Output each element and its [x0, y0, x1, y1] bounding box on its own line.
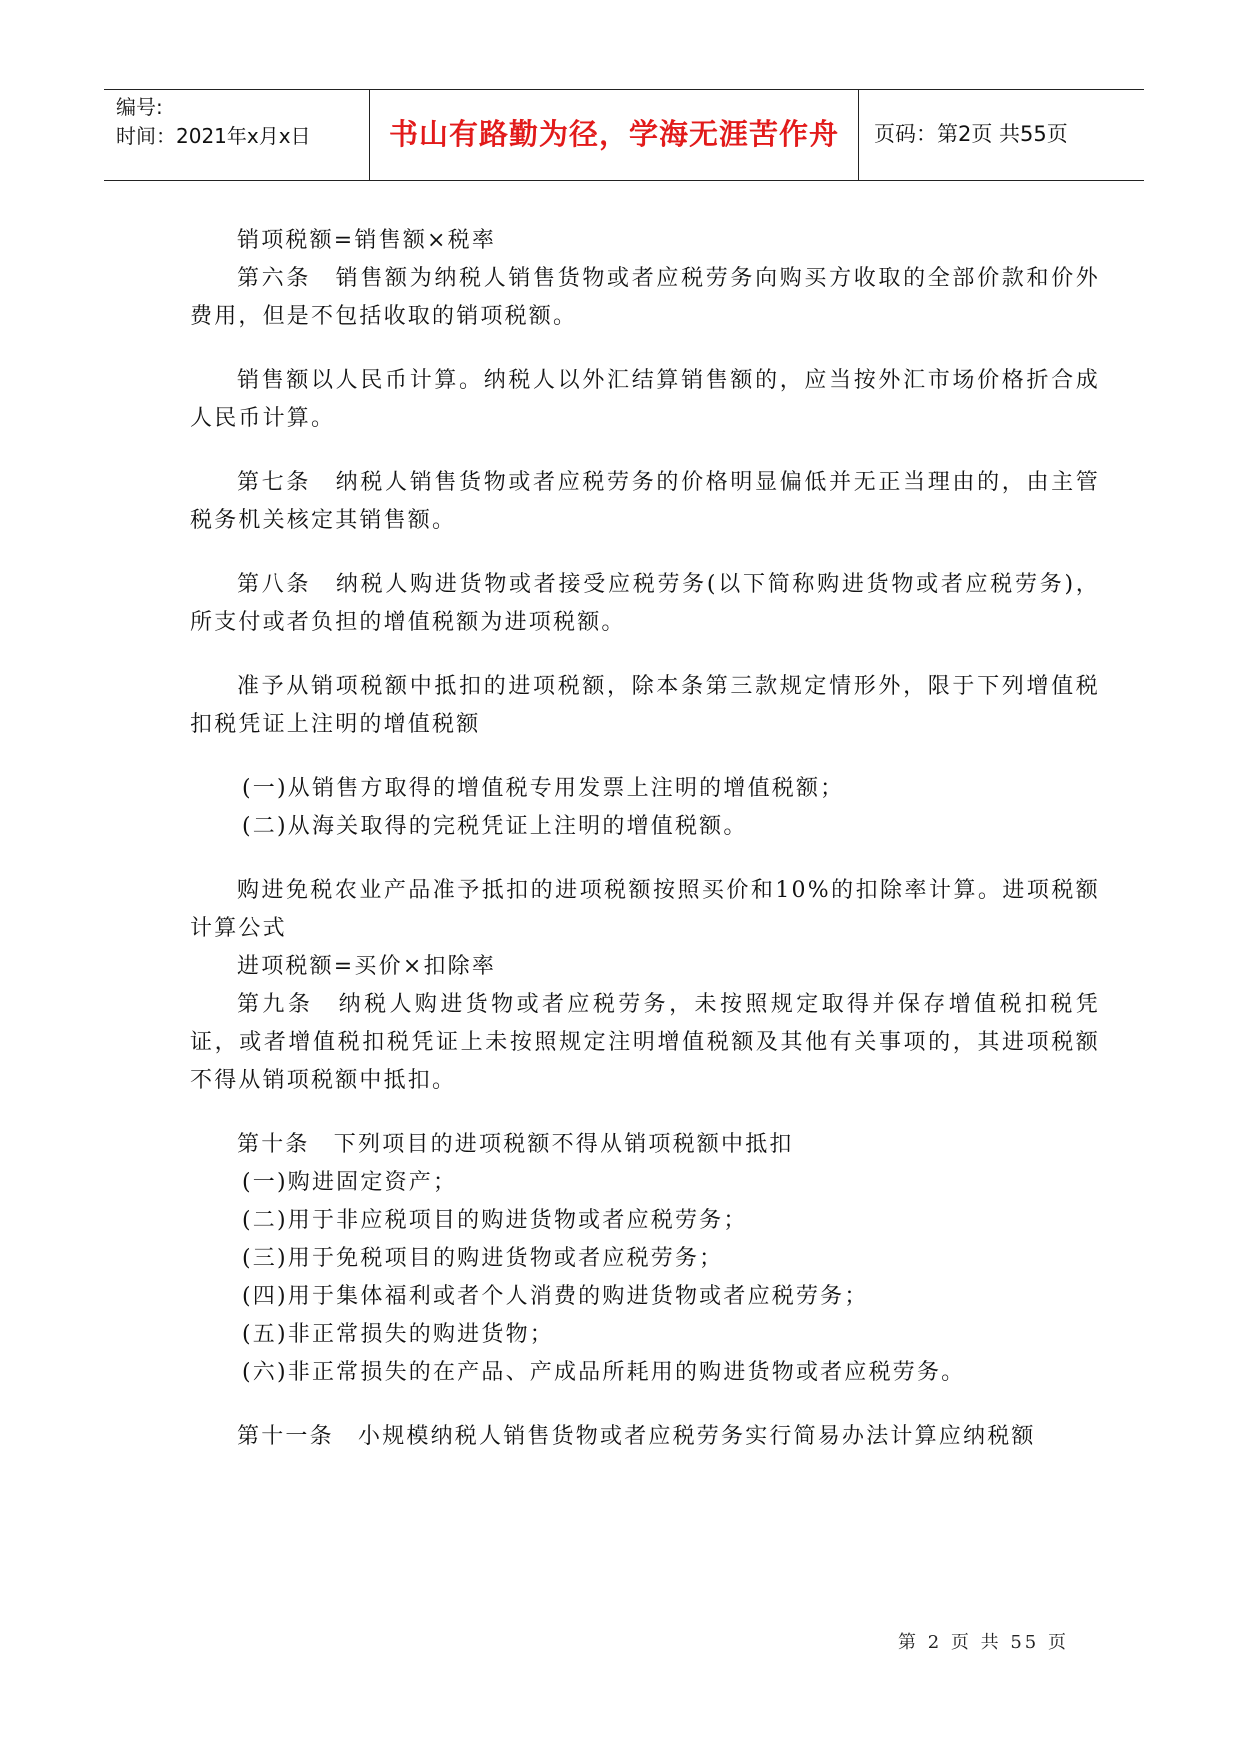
- article-10: 第十条 下列项目的进项税额不得从销项税额中抵扣: [237, 1132, 794, 1157]
- list-item: (一)购进固定资产；: [242, 1170, 458, 1195]
- header-page-info: 页码：第2页 共55页: [874, 122, 1068, 146]
- formula-output-tax: 销项税额=销售额×税率: [237, 228, 497, 253]
- list-item: (五)非正常损失的购进货物；: [242, 1322, 554, 1347]
- paragraph-rmb-calculation: 销售额以人民币计算。纳税人以外汇结算销售额的，应当按外汇市场价格折合成人民币计算。: [190, 368, 1100, 431]
- page-footer: 第 2 页 共 55 页: [898, 1632, 1069, 1653]
- list-item: (四)用于集体福利或者个人消费的购进货物或者应税劳务；: [242, 1284, 869, 1309]
- header-divider: [369, 90, 370, 180]
- header-motto: 书山有路勤为径，学海无涯苦作舟: [388, 117, 839, 151]
- paragraph-deductible-input-tax: 准予从销项税额中抵扣的进项税额，除本条第三款规定情形外，限于下列增值税扣税凭证上注明的增值税额: [190, 674, 1100, 737]
- article-6: 第六条 销售额为纳税人销售货物或者应税劳务向购买方收取的全部价款和价外费用，但是不包括收取的销项税额。: [190, 266, 1100, 329]
- paragraph-agricultural-products: 购进免税农业产品准予抵扣的进项税额按照买价和10%的扣除率计算。进项税额计算公式: [190, 878, 1100, 941]
- list-item: (二)从海关取得的完税凭证上注明的增值税额。: [242, 814, 748, 839]
- list-item: (二)用于非应税项目的购进货物或者应税劳务；: [242, 1208, 748, 1233]
- list-item: (三)用于免税项目的购进货物或者应税劳务；: [242, 1246, 724, 1271]
- formula-input-tax: 进项税额=买价×扣除率: [237, 954, 497, 979]
- header-meta: [116, 93, 311, 151]
- document-number-label: 编号:: [116, 95, 163, 119]
- page-header: [104, 89, 1144, 181]
- list-item: (一)从销售方取得的增值税专用发票上注明的增值税额；: [242, 776, 845, 801]
- document-time-label: 时间：2021年x月x日: [116, 124, 311, 148]
- document-body: [190, 222, 1100, 1456]
- article-11: 第十一条 小规模纳税人销售货物或者应税劳务实行简易办法计算应纳税额: [237, 1424, 1036, 1449]
- header-divider: [858, 90, 859, 180]
- article-9: 第九条 纳税人购进货物或者应税劳务，未按照规定取得并保存增值税扣税凭证，或者增值税扣税凭证上未按照规定注明增值税额及其他有关事项的，其进项税额不得从销项税额中抵扣。: [190, 992, 1100, 1093]
- article-7: 第七条 纳税人销售货物或者应税劳务的价格明显偏低并无正当理由的，由主管税务机关核定其销售额。: [190, 470, 1100, 533]
- list-item: (六)非正常损失的在产品、产成品所耗用的购进货物或者应税劳务。: [242, 1360, 966, 1385]
- article-8: 第八条 纳税人购进货物或者接受应税劳务(以下简称购进货物或者应税劳务)，所支付或者负担的增值税额为进项税额。: [190, 572, 1100, 635]
